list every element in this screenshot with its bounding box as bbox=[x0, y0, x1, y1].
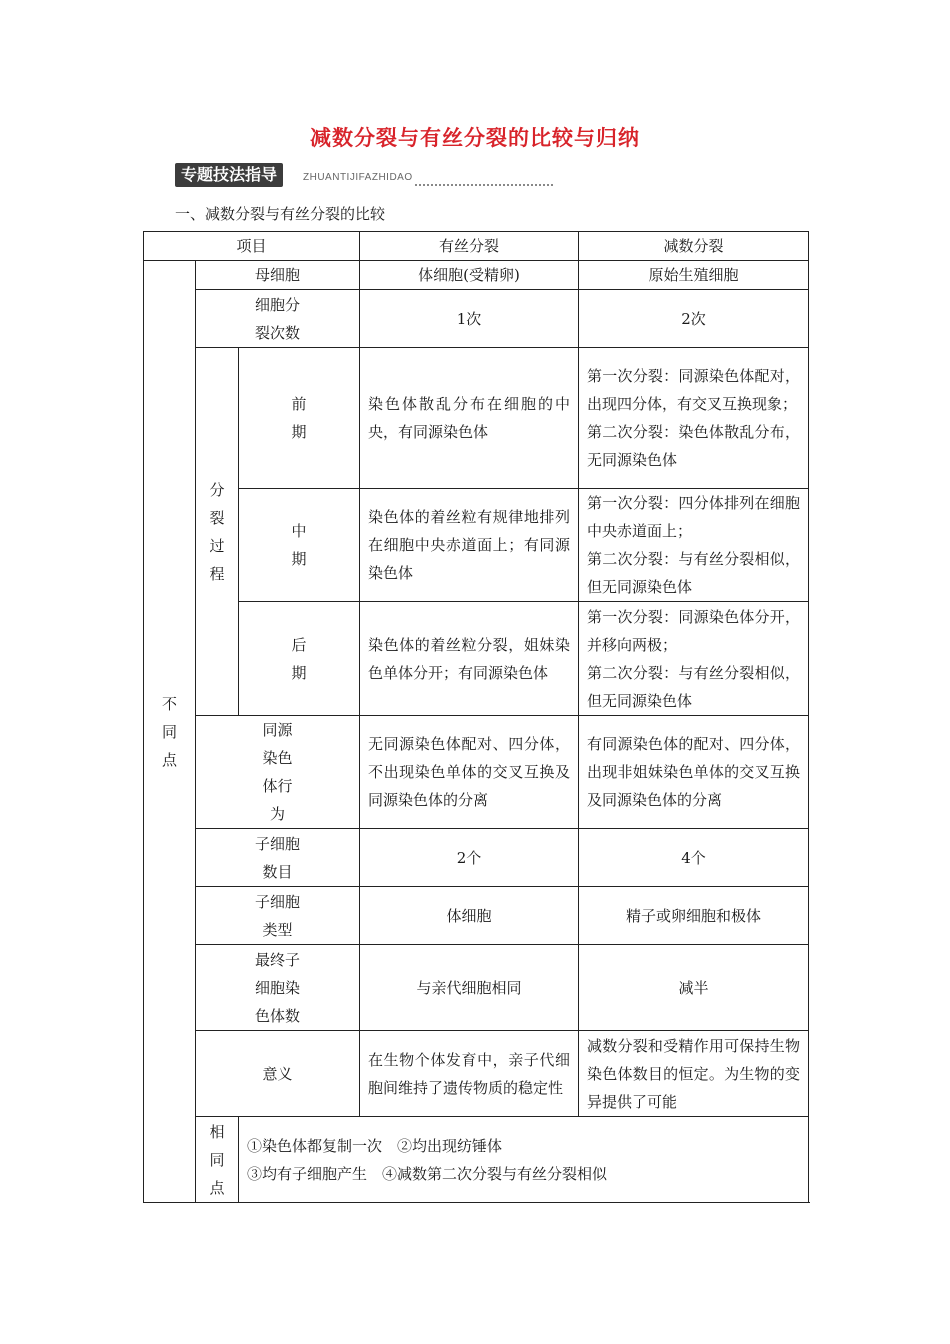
anaphase-mitosis: 染色体的着丝粒分裂，姐妹染色单体分开；有同源染色体 bbox=[360, 602, 579, 716]
same-point-line: ③均有子细胞产生 ④减数第二次分裂与有丝分裂相似 bbox=[247, 1164, 608, 1183]
row-label-daughter-count: 子细胞 数目 bbox=[196, 829, 360, 887]
same-point-line: ①染色体都复制一次 ②均出现纺锤体 bbox=[247, 1136, 503, 1155]
header-meiosis: 减数分裂 bbox=[579, 232, 809, 261]
page-title: 减数分裂与有丝分裂的比较与归纳 bbox=[310, 126, 640, 150]
header-mitosis: 有丝分裂 bbox=[360, 232, 579, 261]
diff-label-cell: 不 同 点 bbox=[144, 261, 196, 1203]
badge-label: 专题技法指导 bbox=[175, 163, 283, 187]
process-label-cell: 分 裂 过 程 bbox=[196, 348, 239, 716]
comparison-table bbox=[143, 231, 809, 1203]
homolog-behavior-meiosis: 有同源染色体的配对、四分体，出现非姐妹染色单体的交叉互换及同源染色体的分离 bbox=[579, 716, 809, 829]
row-label-significance: 意义 bbox=[196, 1031, 360, 1117]
table-row bbox=[144, 602, 809, 716]
row-label-final-chromosome: 最终子 细胞染 色体数 bbox=[196, 945, 360, 1031]
significance-meiosis: 减数分裂和受精作用可保持生物染色体数目的恒定。为生物的变异提供了可能 bbox=[579, 1031, 809, 1117]
metaphase-mitosis: 染色体的着丝粒有规律地排列在细胞中央赤道面上；有同源染色体 bbox=[360, 489, 579, 602]
table-row bbox=[144, 261, 809, 290]
badge-subtitle: ZHUANTIJIFAZHIDAO bbox=[303, 172, 413, 183]
row-label-metaphase: 中 期 bbox=[239, 489, 360, 602]
metaphase-meiosis: 第一次分裂：四分体排列在细胞中央赤道面上； 第二次分裂：与有丝分裂相似，但无同源染色体 bbox=[579, 489, 809, 602]
prophase-meiosis: 第一次分裂：同源染色体配对，出现四分体，有交叉互换现象； 第二次分裂：染色体散乱分布，无同源染色体 bbox=[579, 348, 809, 489]
table-row bbox=[144, 829, 809, 887]
daughter-count-meiosis: 4个 bbox=[579, 829, 809, 887]
table-header-row bbox=[144, 232, 809, 261]
row-label-mother-cell: 母细胞 bbox=[196, 261, 360, 290]
row-label-homolog-behavior: 同源 染色 体行 为 bbox=[196, 716, 360, 829]
section-heading: 一、减数分裂与有丝分裂的比较 bbox=[175, 205, 386, 223]
daughter-count-mitosis: 2个 bbox=[360, 829, 579, 887]
homolog-behavior-mitosis: 无同源染色体配对、四分体，不出现染色单体的交叉互换及同源染色体的分离 bbox=[360, 716, 579, 829]
mother-cell-meiosis: 原始生殖细胞 bbox=[579, 261, 809, 290]
header-item: 项目 bbox=[144, 232, 360, 261]
table-row bbox=[144, 489, 809, 602]
table-row bbox=[144, 945, 809, 1031]
row-label-daughter-type: 子细胞 类型 bbox=[196, 887, 360, 945]
section-badge bbox=[175, 163, 555, 191]
anaphase-meiosis: 第一次分裂：同源染色体分开，并移向两极； 第二次分裂：与有丝分裂相似，但无同源染色体 bbox=[579, 602, 809, 716]
table-row bbox=[144, 716, 809, 829]
final-chromosome-meiosis: 减半 bbox=[579, 945, 809, 1031]
table-row bbox=[144, 348, 809, 489]
table-row bbox=[144, 887, 809, 945]
row-label-anaphase: 后 期 bbox=[239, 602, 360, 716]
prophase-mitosis: 染色体散乱分布在细胞的中央，有同源染色体 bbox=[360, 348, 579, 489]
daughter-type-meiosis: 精子或卵细胞和极体 bbox=[579, 887, 809, 945]
same-label-cell: 相 同 点 bbox=[196, 1117, 239, 1203]
row-label-div-count: 细胞分 裂次数 bbox=[196, 290, 360, 348]
final-chromosome-mitosis: 与亲代细胞相同 bbox=[360, 945, 579, 1031]
significance-mitosis: 在生物个体发育中，亲子代细胞间维持了遗传物质的稳定性 bbox=[360, 1031, 579, 1117]
daughter-type-mitosis: 体细胞 bbox=[360, 887, 579, 945]
badge-dotted-rule bbox=[415, 184, 553, 186]
table-row bbox=[144, 1031, 809, 1117]
table-row bbox=[144, 1117, 809, 1203]
table-row bbox=[144, 290, 809, 348]
same-points-cell bbox=[239, 1117, 809, 1203]
div-count-mitosis: 1次 bbox=[360, 290, 579, 348]
row-label-prophase: 前 期 bbox=[239, 348, 360, 489]
mother-cell-mitosis: 体细胞(受精卵) bbox=[360, 261, 579, 290]
div-count-meiosis: 2次 bbox=[579, 290, 809, 348]
